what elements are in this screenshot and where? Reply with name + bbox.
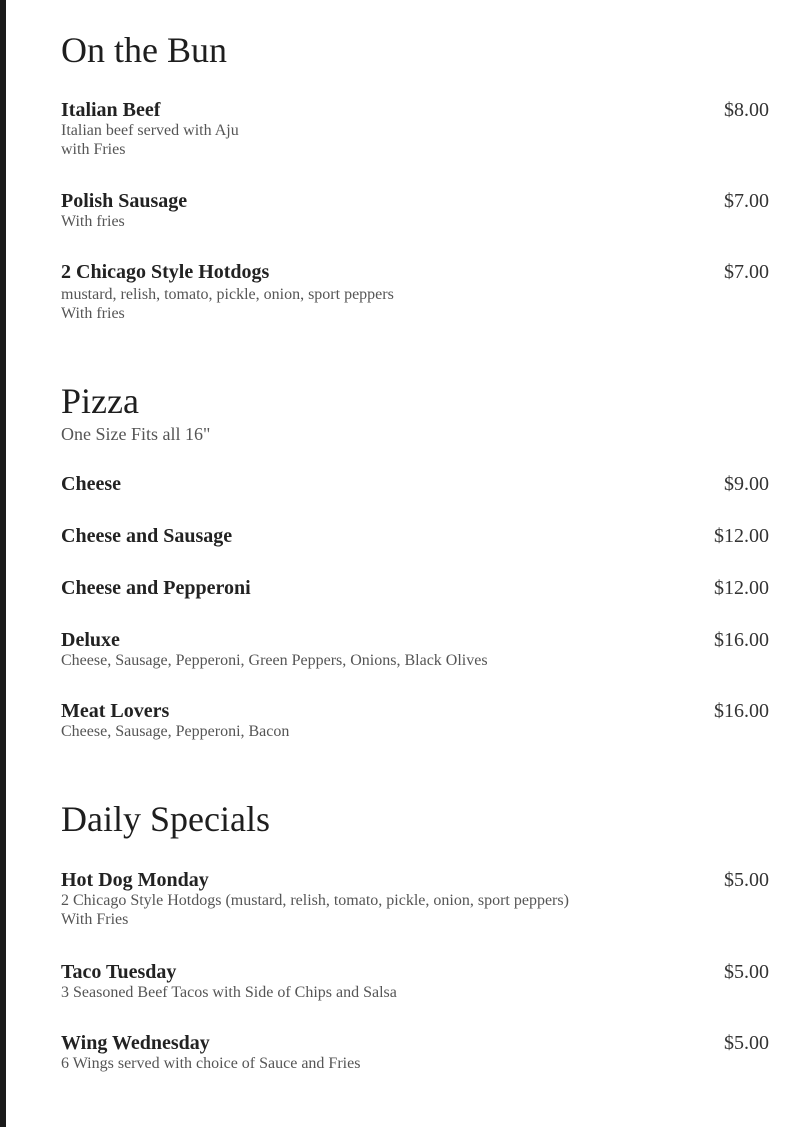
menu-item-deluxe: [61, 629, 771, 670]
item-name: Cheese: [61, 473, 121, 495]
item-price: $5.00: [724, 1032, 769, 1054]
section-subtitle-pizza: One Size Fits all 16": [61, 424, 211, 444]
item-price: $16.00: [714, 629, 769, 651]
item-description: with Fries: [61, 141, 126, 158]
item-description: Italian beef served with Aju: [61, 122, 239, 139]
section-title-pizza: Pizza: [61, 381, 139, 421]
item-name: Italian Beef: [61, 99, 161, 121]
item-price: $5.00: [724, 961, 769, 983]
menu-item-wing-wednesday: [61, 1032, 771, 1073]
menu-item-cheese-and-sausage: [61, 525, 771, 547]
item-name: 2 Chicago Style Hotdogs: [61, 261, 270, 283]
menu-item-polish-sausage: [61, 190, 771, 231]
item-name: Polish Sausage: [61, 190, 188, 212]
item-price: $12.00: [714, 525, 769, 547]
item-price: $9.00: [724, 473, 769, 495]
item-name: Meat Lovers: [61, 700, 170, 722]
item-description: Cheese, Sausage, Pepperoni, Bacon: [61, 723, 290, 740]
item-price: $12.00: [714, 577, 769, 599]
item-description: 3 Seasoned Beef Tacos with Side of Chips and Salsa: [61, 984, 397, 1001]
menu-item-hot-dog-monday: [61, 869, 771, 929]
item-name: Deluxe: [61, 629, 120, 651]
item-description: With fries: [61, 213, 125, 230]
item-price: $8.00: [724, 99, 769, 121]
menu-item-chicago-hotdogs: [61, 261, 771, 323]
item-name: Wing Wednesday: [61, 1032, 210, 1054]
menu-item-meat-lovers: [61, 700, 771, 741]
item-price: $7.00: [724, 190, 769, 212]
item-name: Cheese and Sausage: [61, 525, 233, 547]
item-name: Taco Tuesday: [61, 961, 177, 983]
menu-item-taco-tuesday: [61, 961, 771, 1002]
item-description: 6 Wings served with choice of Sauce and Fries: [61, 1055, 361, 1072]
item-name: Hot Dog Monday: [61, 869, 209, 891]
item-name: Cheese and Pepperoni: [61, 577, 251, 599]
item-price: $5.00: [724, 869, 769, 891]
item-description: With Fries: [61, 911, 129, 928]
menu-item-italian-beef: [61, 99, 771, 159]
item-description: Cheese, Sausage, Pepperoni, Green Peppers, Onions, Black Olives: [61, 652, 488, 669]
menu-item-cheese-and-pepperoni: [61, 577, 771, 599]
item-description: With fries: [61, 305, 125, 322]
item-price: $7.00: [724, 261, 769, 283]
menu-item-cheese: [61, 473, 771, 495]
section-title-on-the-bun: On the Bun: [61, 30, 227, 70]
item-price: $16.00: [714, 700, 769, 722]
item-description: mustard, relish, tomato, pickle, onion, sport peppers: [61, 286, 394, 303]
section-title-daily-specials: Daily Specials: [61, 799, 270, 839]
item-description: 2 Chicago Style Hotdogs (mustard, relish, tomato, pickle, onion, sport peppers): [61, 892, 569, 909]
